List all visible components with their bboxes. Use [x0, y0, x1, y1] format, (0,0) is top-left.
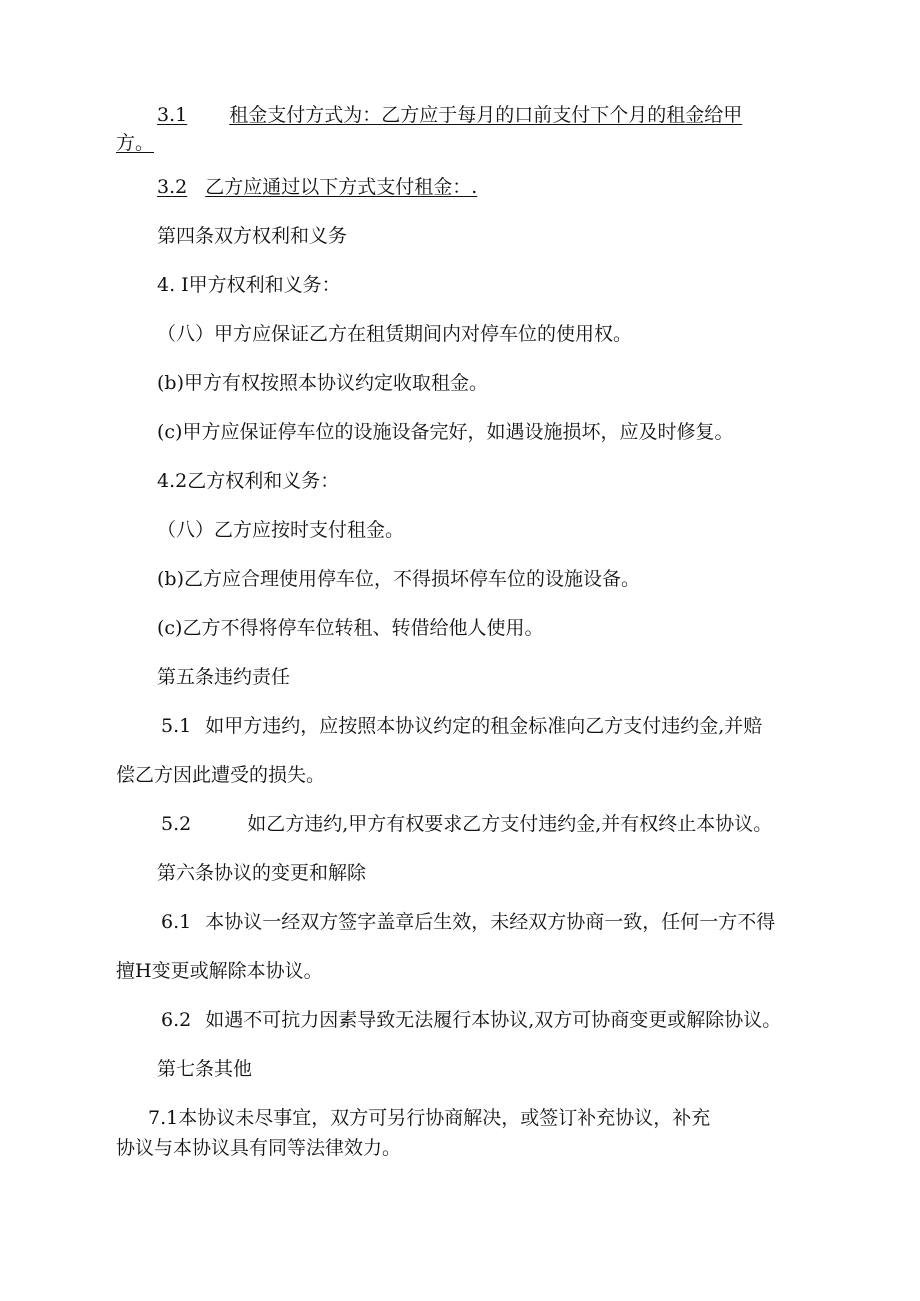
clause-5-2-text: 如乙方违约,甲方有权要求乙方支付违约金,并有权终止本协议。	[247, 813, 773, 835]
article-7-heading: 第七条其他	[157, 1058, 253, 1080]
clause-4-1-b: (b)甲方有权按照本协议约定收取租金。	[157, 372, 488, 394]
clause-5-1	[161, 714, 762, 738]
clause-6-1	[161, 910, 775, 934]
clause-5-1-text: 如甲方违约，应按照本协议约定的租金标准向乙方支付违约金,并赔	[205, 715, 763, 737]
clause-3-1	[157, 103, 742, 127]
article-5-heading: 第五条违约责任	[157, 666, 291, 688]
clause-4-2-a: （八）乙方应按时支付租金。	[157, 519, 405, 541]
clause-7-1-continuation: 协议与本协议具有同等法律效力。	[116, 1137, 402, 1159]
clause-3-2-text: 乙方应通过以下方式支付租金：.	[205, 176, 478, 198]
clause-5-2	[161, 812, 772, 836]
clause-4-1: 4. I甲方权利和义务：	[157, 274, 341, 296]
clause-3-1-continuation: 方。	[116, 132, 155, 154]
clause-5-2-number: 5.2	[161, 813, 192, 835]
clause-5-1-continuation: 偿乙方因此遭受的损失。	[116, 764, 326, 786]
clause-6-2-number: 6.2	[161, 1009, 192, 1031]
clause-4-1-a: （八）甲方应保证乙方在租赁期间内对停车位的使用权。	[157, 323, 633, 345]
clause-6-1-number: 6.1	[161, 911, 192, 933]
clause-3-1-text: 租金支付方式为：乙方应于每月的口前支付下个月的租金给甲	[229, 104, 743, 126]
clause-4-1-c: (c)甲方应保证停车位的设施设备完好，如遇设施损坏，应及时修复。	[157, 421, 734, 443]
clause-6-1-text: 本协议一经双方签字盖章后生效，未经双方协商一致，任何一方不得	[205, 911, 776, 933]
clause-6-2	[161, 1008, 781, 1032]
clause-3-2-number: 3.2	[157, 176, 188, 198]
clause-5-1-number: 5.1	[161, 715, 192, 737]
clause-3-2	[157, 175, 477, 199]
clause-4-2: 4.2乙方权利和义务：	[157, 470, 340, 492]
clause-6-2-text: 如遇不可抗力因素导致无法履行本协议,双方可协商变更或解除协议。	[205, 1009, 782, 1031]
clause-3-1-number: 3.1	[157, 104, 188, 126]
article-6-heading: 第六条协议的变更和解除	[157, 862, 367, 884]
article-4-heading: 第四条双方权利和义务	[157, 225, 348, 247]
clause-4-2-b: (b)乙方应合理使用停车位，不得损坏停车位的设施设备。	[157, 568, 640, 590]
clause-6-1-continuation: 擅H变更或解除本协议。	[116, 960, 323, 982]
clause-7-1: 7.1本协议未尽事宜，双方可另行协商解决，或签订补充协议，补充	[148, 1107, 711, 1129]
clause-4-2-c: (c)乙方不得将停车位转租、转借给他人使用。	[157, 617, 544, 639]
